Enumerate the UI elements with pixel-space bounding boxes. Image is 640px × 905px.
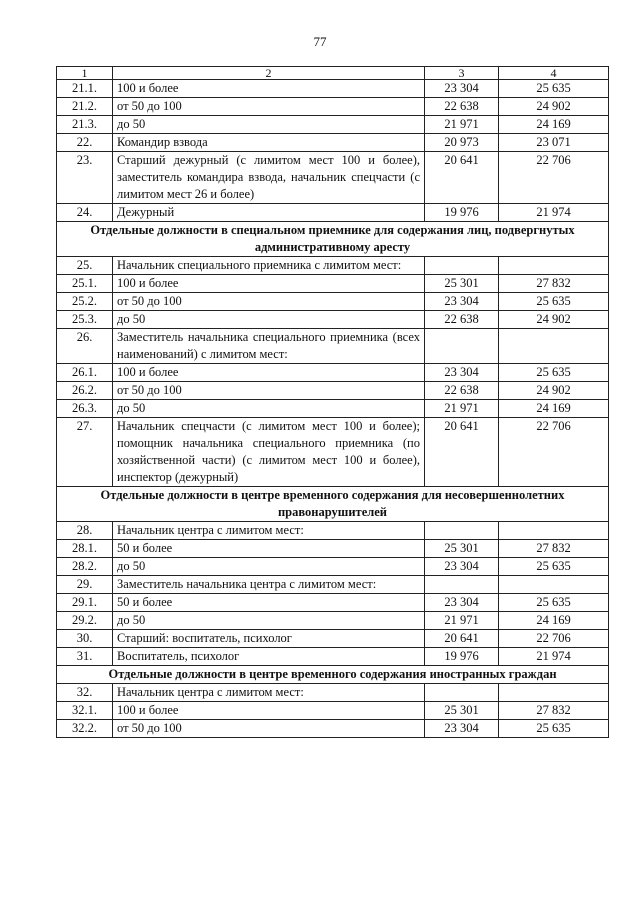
table-row: [57, 684, 609, 702]
salary-col-3: 20 641: [425, 418, 499, 487]
salary-col-3: 22 638: [425, 311, 499, 329]
row-number: 28.: [57, 522, 113, 540]
table-row: [57, 116, 609, 134]
table-row: [57, 648, 609, 666]
row-number: 25.1.: [57, 275, 113, 293]
table-row: [57, 80, 609, 98]
position-description: до 50: [113, 116, 425, 134]
row-number: 32.2.: [57, 720, 113, 738]
table-row: [57, 702, 609, 720]
salary-col-3: 23 304: [425, 594, 499, 612]
salary-col-4: 25 635: [499, 293, 609, 311]
salary-col-4: 24 902: [499, 98, 609, 116]
salary-col-4: 27 832: [499, 275, 609, 293]
row-number: 31.: [57, 648, 113, 666]
section-heading: Отдельные должности в центре временного содержания для несовершеннолетних правонарушителей: [57, 487, 609, 522]
table-row: [57, 257, 609, 275]
position-description: 100 и более: [113, 702, 425, 720]
row-number: 23.: [57, 152, 113, 204]
salary-col-4: 23 071: [499, 134, 609, 152]
position-description: до 50: [113, 400, 425, 418]
position-description: Старший: воспитатель, психолог: [113, 630, 425, 648]
table-row: [57, 311, 609, 329]
salary-col-4: 27 832: [499, 540, 609, 558]
table-row: [57, 522, 609, 540]
position-description: Воспитатель, психолог: [113, 648, 425, 666]
row-number: 32.: [57, 684, 113, 702]
position-description: Старший дежурный (с лимитом мест 100 и более), заместитель командира взвода, начальник спецчасти (с лимитом мест 26 и более): [113, 152, 425, 204]
row-number: 29.: [57, 576, 113, 594]
table-row: [57, 364, 609, 382]
salary-col-4: 25 635: [499, 364, 609, 382]
salary-col-3: 20 641: [425, 630, 499, 648]
table-body: [57, 67, 609, 738]
position-description: Начальник центра с лимитом мест:: [113, 522, 425, 540]
salary-col-4: [499, 684, 609, 702]
column-header-3: 3: [425, 67, 499, 80]
row-number: 25.: [57, 257, 113, 275]
row-number: 32.1.: [57, 702, 113, 720]
position-description: 100 и более: [113, 80, 425, 98]
table-row: [57, 329, 609, 364]
position-description: до 50: [113, 311, 425, 329]
row-number: 28.1.: [57, 540, 113, 558]
salary-col-4: [499, 576, 609, 594]
salary-col-3: 23 304: [425, 80, 499, 98]
position-description: Заместитель начальника центра с лимитом мест:: [113, 576, 425, 594]
salary-col-3: 23 304: [425, 364, 499, 382]
salary-col-3: 22 638: [425, 382, 499, 400]
position-description: от 50 до 100: [113, 720, 425, 738]
table-row: [57, 400, 609, 418]
table-row: [57, 293, 609, 311]
salary-col-3: [425, 576, 499, 594]
salary-col-3: [425, 329, 499, 364]
table-row: [57, 558, 609, 576]
position-description: от 50 до 100: [113, 382, 425, 400]
position-description: до 50: [113, 558, 425, 576]
row-number: 21.1.: [57, 80, 113, 98]
salary-col-3: 19 976: [425, 648, 499, 666]
salary-col-4: 22 706: [499, 630, 609, 648]
salary-col-3: 21 971: [425, 612, 499, 630]
section-heading-row: [57, 222, 609, 257]
salary-col-3: 22 638: [425, 98, 499, 116]
table-row: [57, 382, 609, 400]
position-description: Заместитель начальника специального приемника (всех наименований) с лимитом мест:: [113, 329, 425, 364]
table-row: [57, 204, 609, 222]
position-description: 50 и более: [113, 540, 425, 558]
salary-col-3: 25 301: [425, 540, 499, 558]
page-number: 77: [313, 34, 327, 49]
table-row: [57, 152, 609, 204]
salary-col-3: 23 304: [425, 720, 499, 738]
salary-col-4: [499, 257, 609, 275]
salary-col-4: [499, 522, 609, 540]
position-description: до 50: [113, 612, 425, 630]
row-number: 30.: [57, 630, 113, 648]
salary-col-4: 22 706: [499, 152, 609, 204]
position-description: 100 и более: [113, 275, 425, 293]
position-description: Начальник спецчасти (с лимитом мест 100 и более); помощник начальника специального приемника (по хозяйственной части) (с лимитом мест 100 и более), инспектор (дежурный): [113, 418, 425, 487]
salary-col-4: 24 169: [499, 612, 609, 630]
row-number: 28.2.: [57, 558, 113, 576]
table-row: [57, 576, 609, 594]
table-row: [57, 98, 609, 116]
section-heading: Отдельные должности в центре временного содержания иностранных граждан: [57, 666, 609, 684]
position-description: от 50 до 100: [113, 98, 425, 116]
position-description: 50 и более: [113, 594, 425, 612]
salary-col-3: [425, 684, 499, 702]
section-heading: Отдельные должности в специальном приемнике для содержания лиц, подвергнутых административному аресту: [57, 222, 609, 257]
row-number: 26.1.: [57, 364, 113, 382]
salary-col-3: 20 973: [425, 134, 499, 152]
row-number: 25.3.: [57, 311, 113, 329]
column-header-1: 1: [57, 67, 113, 80]
column-header-4: 4: [499, 67, 609, 80]
salary-col-4: 22 706: [499, 418, 609, 487]
row-number: 26.2.: [57, 382, 113, 400]
table-row: [57, 134, 609, 152]
table-header-row: [57, 67, 609, 80]
salary-col-3: 19 976: [425, 204, 499, 222]
table-row: [57, 594, 609, 612]
salary-col-4: 24 169: [499, 400, 609, 418]
row-number: 22.: [57, 134, 113, 152]
table-row: [57, 612, 609, 630]
salary-col-3: 21 971: [425, 400, 499, 418]
table-row: [57, 540, 609, 558]
salary-col-4: 21 974: [499, 648, 609, 666]
table-row: [57, 275, 609, 293]
position-description: Начальник специального приемника с лимитом мест:: [113, 257, 425, 275]
salary-col-4: 25 635: [499, 720, 609, 738]
salary-col-3: 23 304: [425, 293, 499, 311]
position-description: Дежурный: [113, 204, 425, 222]
salary-col-3: 21 971: [425, 116, 499, 134]
position-description: от 50 до 100: [113, 293, 425, 311]
row-number: 25.2.: [57, 293, 113, 311]
column-header-2: 2: [113, 67, 425, 80]
row-number: 27.: [57, 418, 113, 487]
position-description: Начальник центра с лимитом мест:: [113, 684, 425, 702]
table-row: [57, 720, 609, 738]
salary-col-4: 25 635: [499, 558, 609, 576]
section-heading-row: [57, 666, 609, 684]
salary-col-4: 24 902: [499, 382, 609, 400]
salary-col-4: 27 832: [499, 702, 609, 720]
salary-col-4: [499, 329, 609, 364]
salary-col-4: 24 902: [499, 311, 609, 329]
salary-col-3: 25 301: [425, 275, 499, 293]
salary-col-3: 20 641: [425, 152, 499, 204]
row-number: 29.2.: [57, 612, 113, 630]
table-row: [57, 630, 609, 648]
position-description: 100 и более: [113, 364, 425, 382]
salary-col-3: 23 304: [425, 558, 499, 576]
table-row: [57, 418, 609, 487]
position-description: Командир взвода: [113, 134, 425, 152]
row-number: 24.: [57, 204, 113, 222]
row-number: 29.1.: [57, 594, 113, 612]
row-number: 26.: [57, 329, 113, 364]
salary-col-3: [425, 257, 499, 275]
row-number: 21.2.: [57, 98, 113, 116]
row-number: 21.3.: [57, 116, 113, 134]
salary-col-4: 25 635: [499, 80, 609, 98]
row-number: 26.3.: [57, 400, 113, 418]
salary-col-3: [425, 522, 499, 540]
section-heading-row: [57, 487, 609, 522]
salary-col-4: 24 169: [499, 116, 609, 134]
salary-table: [56, 66, 609, 738]
salary-col-4: 25 635: [499, 594, 609, 612]
salary-col-4: 21 974: [499, 204, 609, 222]
salary-col-3: 25 301: [425, 702, 499, 720]
